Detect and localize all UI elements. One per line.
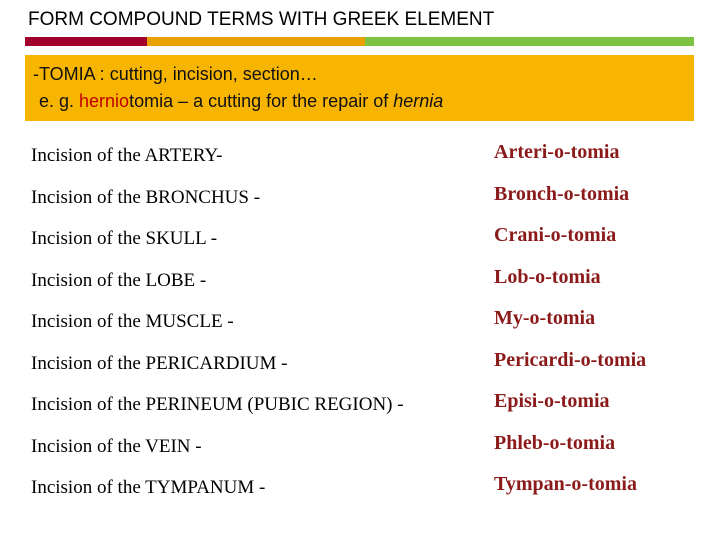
term-row — [0, 182, 720, 217]
term-result: Phleb-o-tomia — [494, 431, 616, 454]
term-row — [0, 265, 720, 300]
example-italic-word: hernia — [393, 91, 444, 111]
term-label: Incision of the PERICARDIUM - — [31, 352, 288, 374]
term-row — [0, 390, 720, 424]
term-row — [0, 431, 720, 466]
example-line — [33, 88, 686, 115]
example-root: hernio — [79, 91, 130, 111]
example-suffix: tomia – a cutting for the repair of — [129, 91, 394, 111]
definition-line — [33, 61, 686, 88]
term-result: Pericardi-o-tomia — [494, 348, 647, 371]
term-label: Incision of the LOBE - — [31, 269, 207, 291]
term-result: Lob-o-tomia — [494, 265, 601, 288]
term-row — [0, 224, 720, 258]
term-row — [0, 473, 720, 507]
term-result: My-o-tomia — [494, 307, 596, 329]
term-label: Incision of the MUSCLE - — [31, 311, 234, 332]
example-prefix: e. g. — [39, 91, 80, 111]
term-result: Bronch-o-tomia — [494, 182, 630, 205]
term-row — [0, 348, 720, 383]
term-label: Incision of the ARTERY- — [31, 145, 223, 166]
term-result: Arteri-o-tomia — [494, 141, 620, 163]
title-rule-segment-2 — [147, 37, 365, 46]
definition-banner — [25, 55, 694, 121]
term-result: Crani-o-tomia — [494, 224, 617, 246]
term-label: Incision of the BRONCHUS - — [31, 186, 261, 208]
term-label: Incision of the TYMPANUM - — [31, 477, 266, 498]
page-title: FORM COMPOUND TERMS WITH GREEK ELEMENT — [28, 9, 495, 30]
definition-term: -TOMIA : — [33, 64, 105, 84]
term-label: Incision of the SKULL - — [31, 228, 218, 249]
definition-text: cutting, incision, section… — [104, 64, 318, 84]
term-row — [0, 307, 720, 341]
term-result: Tympan-o-tomia — [494, 473, 637, 495]
term-row — [0, 141, 720, 175]
term-label: Incision of the VEIN - — [31, 435, 202, 457]
title-rule-segment-1 — [25, 37, 147, 46]
title-rule-segment-3 — [365, 37, 694, 46]
term-label: Incision of the PERINEUM (PUBIC REGION) - — [31, 394, 404, 415]
term-result: Episi-o-tomia — [494, 390, 610, 412]
